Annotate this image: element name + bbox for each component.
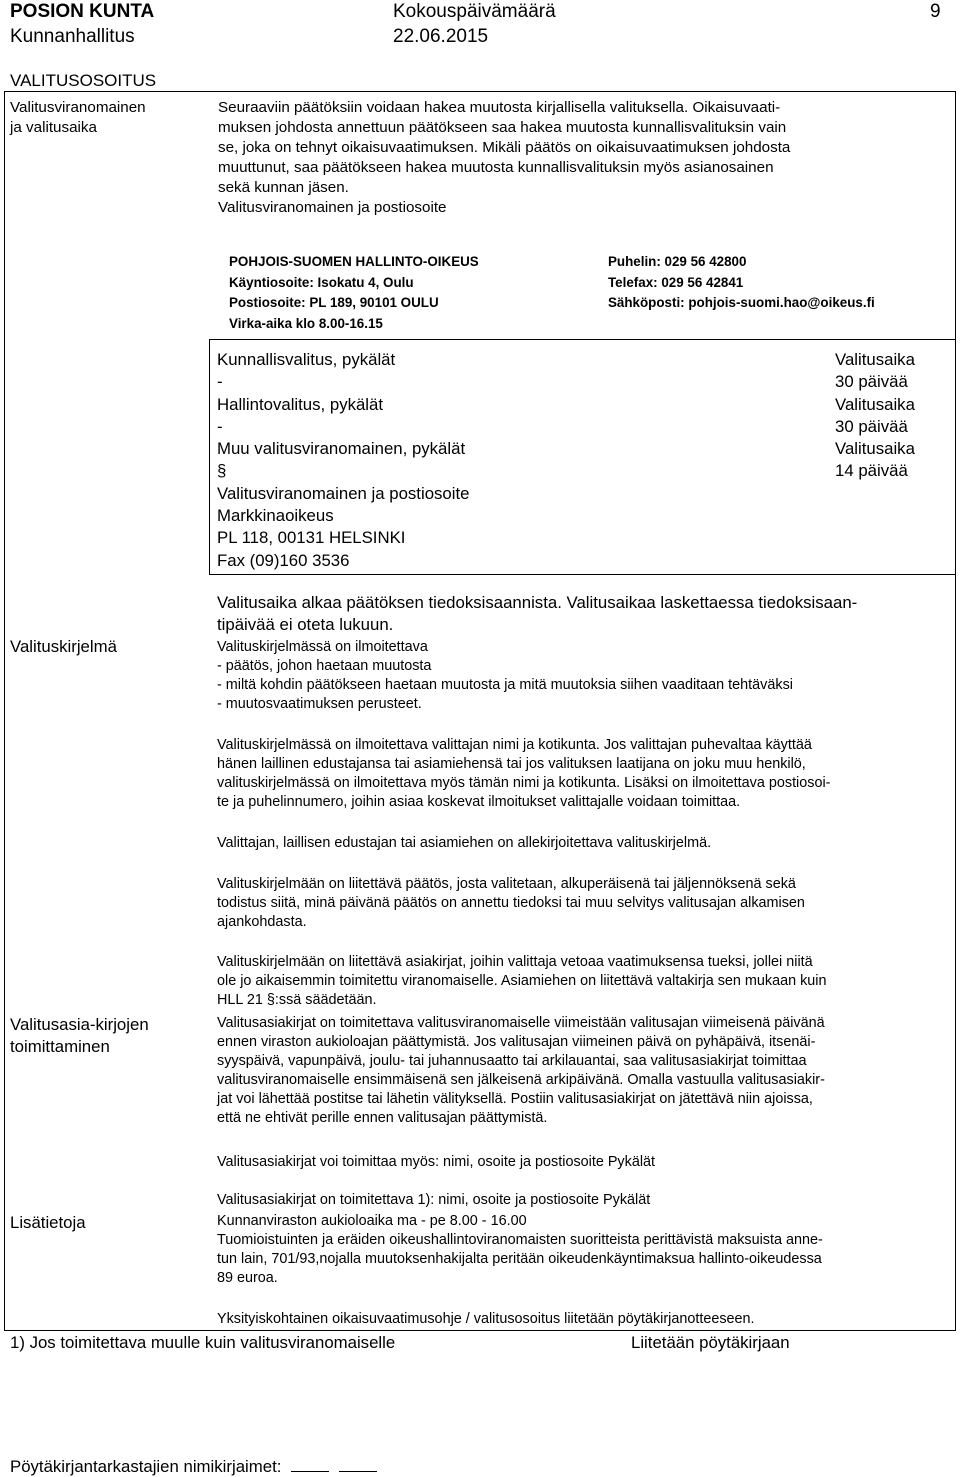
footnote-left: 1) Jos toimitettava muulle kuin valitusviranomaiselle [10,1333,396,1352]
delivery-para-3: Valitusasiakirjat on toimitettava 1): nimi, osoite ja postiosoite Pykälät [217,1192,651,1208]
footnote-right: Liitetään pöytäkirjaan [631,1333,790,1352]
appeal-types: Kunnallisvalitus, pykälät - Hallintovalitus, pykälät - Muu valitusviranomainen, pykälät § Valitusviranomainen ja postiosoite Markkinaoikeus PL 118, 00131 HELSINKI Fax (09)160 3536 [217,350,470,570]
info-para-2: Yksityiskohtainen oikaisuvaatimusohje / valitusosoitus liitetään pöytäkirjanotteeseen. [217,1311,755,1327]
letter-para-1: Valituskirjelmässä on ilmoitettava - päätös, johon haetaan muutosta - miltä kohdin päätökseen haetaan muutosta ja mitä muutoksia siihen vaaditaan tehtäväksi - muutosvaatimuksen perusteet. [217,639,793,712]
delivery-label: Valitusasia-kirjojen toimittaminen [10,1015,149,1057]
initials-blank-2[interactable] [339,1457,377,1472]
delivery-para-1: Valitusasiakirjat on toimitettava valitusviranomaiselle viimeistään valitusajan viimeisenä päivänä ennen viraston aukioloajan päättymistä. Jos valitusajan viimeinen päivä on pyhäpäivä, itsenäi- syyspäivä, vapunpäivä, joulu- tai juhannusaatto tai arkilauantai, saa valitusasiakirjat toimittaa valitusviranomaiselle ensimmäisenä sen jälkeisenä arkipäivänä. Omalla vastuulla valitusasiakir- jat voi lähettää postitse tai lähetin välityksellä. Postiin valitusasiakirjat on jätettävä niin ajoissa, että ne ehtivät perille ennen valitusajan päättymistä. [217,1015,825,1126]
letter-para-3: Valittajan, laillisen edustajan tai asiamiehen on allekirjoitettava valituskirjelmä. [217,835,712,851]
meeting-date: 22.06.2015 [393,26,489,47]
date-label: Kokouspäivämäärä [393,1,556,22]
letter-para-4: Valituskirjelmään on liitettävä päätös, josta valitetaan, alkuperäisenä tai jäljennöksenä sekä todistus siitä, minä päivänä päätös on annettu tiedoksi tai muu selvitys valitusajan alkamisen ajankohdasta. [217,876,805,930]
body-name: Kunnanhallitus [10,26,135,47]
initials-blank-1[interactable] [291,1457,329,1472]
info-label: Lisätietoja [10,1213,86,1232]
signature-label: Pöytäkirjantarkastajien nimikirjaimet: [10,1457,282,1476]
authority-label: Valitusviranomainen ja valitusaika [10,99,146,136]
page-number: 9 [930,1,941,22]
org-name: POSION KUNTA [10,1,155,22]
delivery-para-2: Valitusasiakirjat voi toimittaa myös: nimi, osoite ja postiosoite Pykälät [217,1154,656,1170]
letter-label: Valituskirjelmä [10,637,117,656]
info-para-1: Kunnanviraston aukioloaika ma - pe 8.00 - 16.00 Tuomioistuinten ja eräiden oikeushallintoviranomaisten suoritteista perittävistä maksuista anne- tun lain, 701/93,nojalla muutoksenhakijalta peritään oikeudenkäyntimaksua hallinto-oikeudessa 89 euroa. [217,1213,823,1286]
court-contacts: Puhelin: 029 56 42800 Telefax: 029 56 42841 Sähköposti: pohjois-suomi.hao@oikeus.fi [608,254,875,311]
appeal-periods: Valitusaika 30 päivää Valitusaika 30 päivää Valitusaika 14 päivää [835,350,915,481]
court-address: POHJOIS-SUOMEN HALLINTO-OIKEUS Käyntiosoite: Isokatu 4, Oulu Postiosoite: PL 189, 90101 OULU Virka-aika klo 8.00-16.15 [229,254,479,332]
letter-para-5: Valituskirjelmään on liitettävä asiakirjat, joihin valittaja vetoaa vaatimuksensa tueksi, jollei niitä ole jo aikaisemmin toimitettu viranomaiselle. Asiamiehen on liitettävä valtakirja sen mukaan kuin HLL 21 §:ssä säädetään. [217,954,827,1008]
signature-line [10,1457,377,1477]
letter-para-2: Valituskirjelmässä on ilmoitettava valittajan nimi ja kotikunta. Jos valittajan puhevaltaa käyttää hänen laillinen edustajansa tai asiamiehensä tai jos valituksen laatijana on joku muu henkilö, valituskirjelmässä on ilmoitettava myös tämän nimi ja kotikunta. Lisäksi on ilmoitettava postiosoi- te ja puhelinnumero, joihin asiaa koskevat ilmoitukset valittajalle voidaan toimittaa. [217,737,831,810]
section-title: VALITUSOSOITUS [10,71,157,90]
authority-intro: Seuraaviin päätöksiin voidaan hakea muutosta kirjallisella valituksella. Oikaisuvaati- muksen johdosta annettuun päätökseen saa hakea muutosta kunnallisvalituksin vain se, joka on tehnyt oikaisuvaatimuksen. Mikäli päätös on oikaisuvaatimuksen johdosta muuttunut, saa päätökseen hakea muutosta kunnallisvalituksin myös asianosainen sekä kunnan jäsen. Valitusviranomainen ja postiosoite [218,99,791,216]
appeal-period-start: Valitusaika alkaa päätöksen tiedoksisaannista. Valitusaikaa laskettaessa tiedoksisaan- tipäivää ei oteta lukuun. [217,593,858,635]
